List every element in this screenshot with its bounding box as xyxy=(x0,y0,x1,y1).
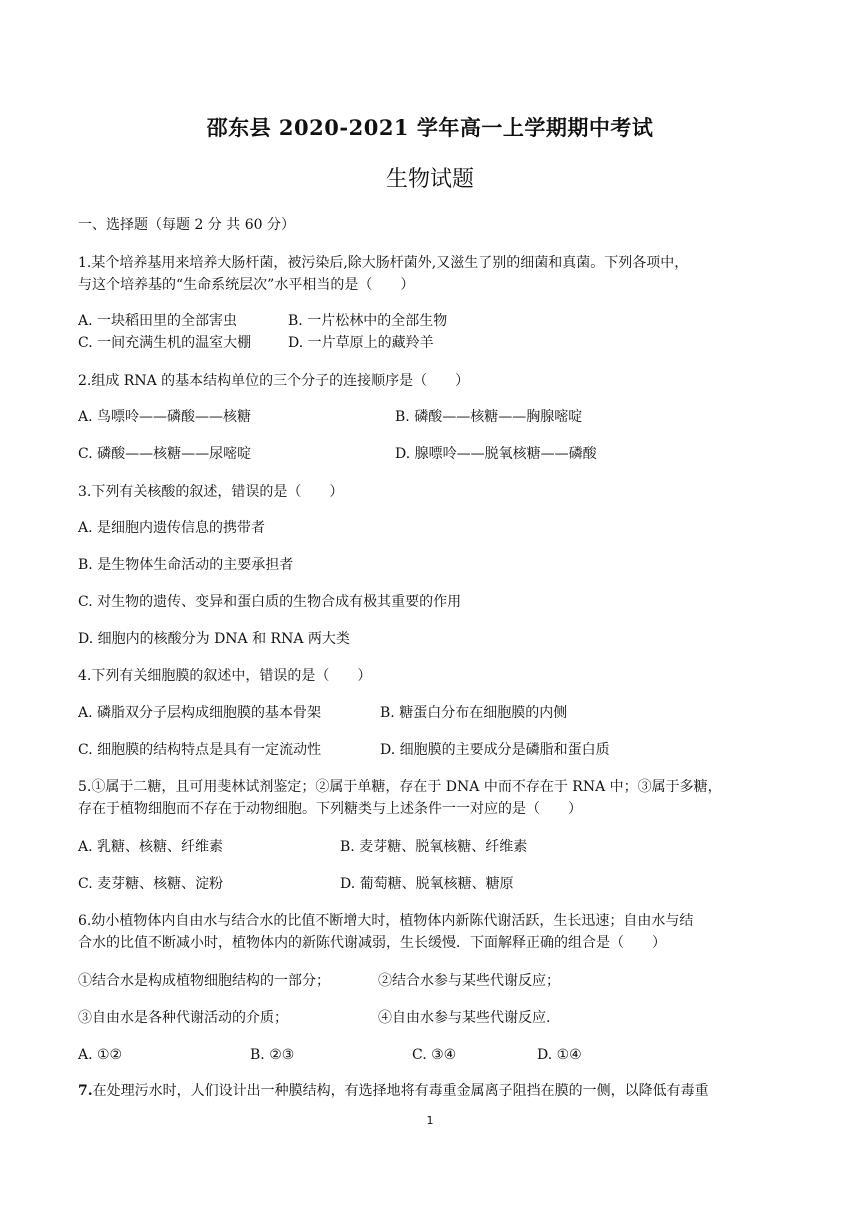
q2-stem: 2.组成 RNA 的基本结构单位的三个分子的连接顺序是（ ） xyxy=(78,373,470,389)
q1-stem-line1: 1.某个培养基用来培养大肠杆菌，被污染后,除大肠杆菌外,又滋生了别的细菌和真菌。下列各项中， xyxy=(78,255,689,271)
q2-option-d: D. 腺嘌呤——脱氧核糖——磷酸 xyxy=(395,446,597,462)
q1-option-b: B. 一片松林中的全部生物 xyxy=(288,313,448,329)
exam-title: 邵东县 2020-2021 学年高一上学期期中考试 xyxy=(206,115,654,140)
q6-option-b: B. ②③ xyxy=(250,1047,295,1063)
q2-option-a: A. 鸟嘌呤——磷酸——核糖 xyxy=(78,409,252,425)
q7-stem-line1 xyxy=(78,1082,709,1100)
q7-stem-text: 在处理污水时，人们设计出一种膜结构，有选择地将有毒重金属离子阻挡在膜的一侧，以降低有毒重 xyxy=(92,1083,709,1099)
q4-option-c: C. 细胞膜的结构特点是具有一定流动性 xyxy=(78,742,322,758)
exam-subtitle: 生物试题 xyxy=(385,167,474,192)
q6-option-d: D. ①④ xyxy=(537,1047,582,1063)
q5-option-c: C. 麦芽糖、核糖、淀粉 xyxy=(78,876,224,892)
q2-option-c: C. 磷酸——核糖——尿嘧啶 xyxy=(78,446,252,462)
q7-number: 7. xyxy=(78,1083,93,1099)
page-number: 1 xyxy=(426,1114,434,1127)
q3-stem: 3.下列有关核酸的叙述，错误的是（ ） xyxy=(78,484,344,500)
q6-stem-line2: 合水的比值不断减小时，植物体内的新陈代谢减弱，生长缓慢．下面解释正确的组合是（ ） xyxy=(78,935,666,951)
q1-stem-line2: 与这个培养基的“生命系统层次”水平相当的是（ ） xyxy=(78,277,415,293)
q4-option-b: B. 糖蛋白分布在细胞膜的内侧 xyxy=(380,705,568,721)
q3-option-a: A. 是细胞内遗传信息的携带者 xyxy=(78,520,266,536)
q5-stem-line1: 5.①属于二糖，且可用斐林试剂鉴定；②属于单糖，存在于 DNA 中而不存在于 RNA 中；③属于多糖， xyxy=(78,779,722,795)
q6-option-a: A. ①② xyxy=(78,1047,123,1063)
q4-option-d: D. 细胞膜的主要成分是磷脂和蛋白质 xyxy=(380,742,610,758)
q5-stem-line2: 存在于植物细胞而不存在于动物细胞。下列糖类与上述条件一一对应的是（ ） xyxy=(78,801,582,817)
q6-statement-1: ①结合水是构成植物细胞结构的一部分； xyxy=(78,973,330,989)
q4-option-a: A. 磷脂双分子层构成细胞膜的基本骨架 xyxy=(78,705,322,721)
q3-option-d: D. 细胞内的核酸分为 DNA 和 RNA 两大类 xyxy=(78,631,350,647)
q6-statement-2: ②结合水参与某些代谢反应； xyxy=(378,973,560,989)
q1-option-c: C. 一间充满生机的温室大棚 xyxy=(78,335,252,351)
q1-option-d: D. 一片草原上的藏羚羊 xyxy=(288,335,434,351)
q6-option-c: C. ③④ xyxy=(412,1047,457,1063)
q6-statement-3: ③自由水是各种代谢活动的介质； xyxy=(78,1010,288,1026)
q2-option-b: B. 磷酸——核糖——胸腺嘧啶 xyxy=(395,409,583,425)
q3-option-c: C. 对生物的遗传、变异和蛋白质的生物合成有极其重要的作用 xyxy=(78,594,462,610)
q6-statement-4: ④自由水参与某些代谢反应. xyxy=(378,1010,551,1026)
q6-stem-line1: 6.幼小植物体内自由水与结合水的比值不断增大时，植物体内新陈代谢活跃，生长迅速；自由水与结 xyxy=(78,913,694,929)
q4-stem: 4.下列有关细胞膜的叙述中，错误的是（ ） xyxy=(78,668,372,684)
q5-option-b: B. 麦芽糖、脱氧核糖、纤维素 xyxy=(340,839,528,855)
section-heading: 一、选择题（每题 2 分 共 60 分） xyxy=(78,217,295,233)
q1-option-a: A. 一块稻田里的全部害虫 xyxy=(78,313,238,329)
q3-option-b: B. 是生物体生命活动的主要承担者 xyxy=(78,557,294,573)
q5-option-a: A. 乳糖、核糖、纤维素 xyxy=(78,839,224,855)
q5-option-d: D. 葡萄糖、脱氧核糖、糖原 xyxy=(340,876,514,892)
